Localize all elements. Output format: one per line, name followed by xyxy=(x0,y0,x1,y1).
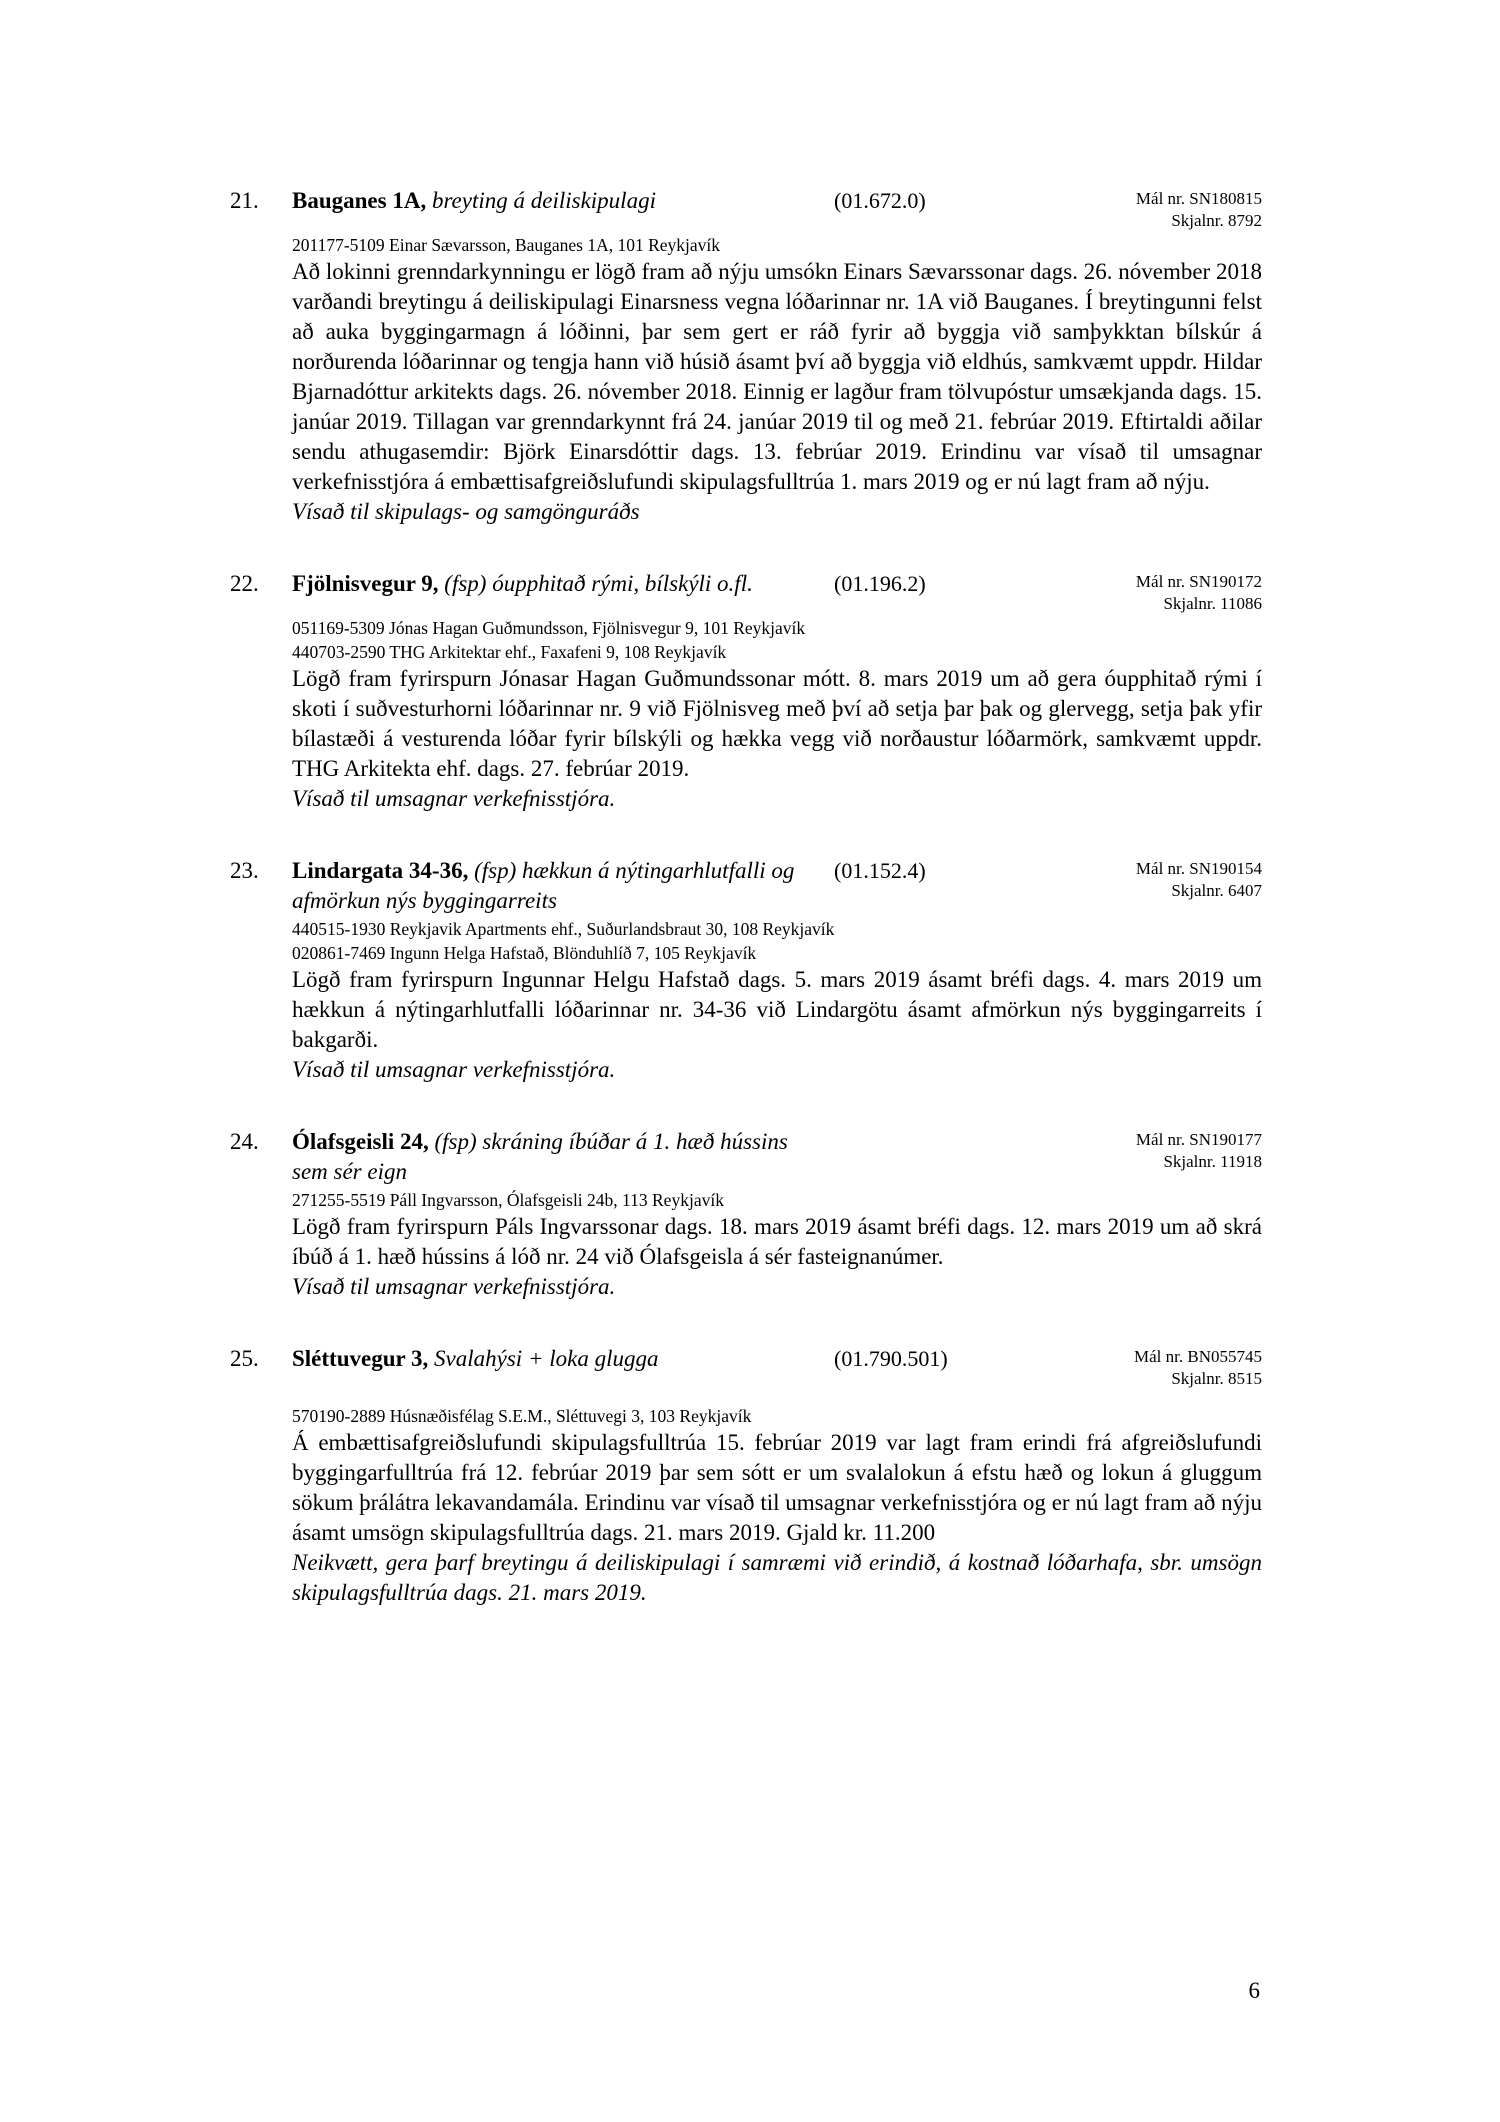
item-resolution: Vísað til umsagnar verkefnisstjóra. xyxy=(292,786,616,811)
skjal-nr: Skjalnr. 11918 xyxy=(1163,1152,1262,1171)
party-line: 440703-2590 THG Arkitektar ehf., Faxafeni 9, 108 Reykjavík xyxy=(292,642,727,662)
item-reference xyxy=(1002,856,1262,902)
case-code: (01.790.501) xyxy=(834,1346,948,1371)
item-title: Fjölnisvegur 9, xyxy=(292,571,439,596)
item-body: Lögð fram fyrirspurn Páls Ingvarssonar dags. 18. mars 2019 ásamt bréfi dags. 12. mars 2019 um að skrá íbúð á 1. hæð hússins á lóð nr. 24 við Ólafsgeisla á sér fasteignanúmer. xyxy=(292,1214,1262,1269)
item-title-block xyxy=(292,186,812,216)
item-resolution: Vísað til umsagnar verkefnisstjóra. xyxy=(292,1057,616,1082)
mal-nr: Mál nr. SN190172 xyxy=(1135,572,1262,591)
item-reference xyxy=(1002,1127,1262,1173)
item-body: Á embættisafgreiðslufundi skipulagsfulltrúa 15. febrúar 2019 var lagt fram erindi frá afgreiðslufundi byggingarfulltrúa frá 12. febrúar 2019 þar sem sótt er um svalalokun á efstu hæð og lokun á gluggum sökum þrálátra lekavandamála. Erindinu var vísað til umsagnar verkefnisstjóra og er nú lagt fram að nýju ásamt umsögn skipulagsfulltrúa dags. 21. mars 2019. Gjald kr. 11.200 xyxy=(292,1430,1262,1545)
agenda-item-22 xyxy=(230,569,1262,814)
party-line: 051169-5309 Jónas Hagan Guðmundsson, Fjölnisvegur 9, 101 Reykjavík xyxy=(292,618,806,638)
item-header xyxy=(230,569,1262,615)
item-header xyxy=(230,186,1262,232)
parties xyxy=(292,1404,1262,1428)
agenda-item-25 xyxy=(230,1344,1262,1608)
parties xyxy=(292,1188,1262,1212)
case-code: (01.196.2) xyxy=(834,571,926,596)
item-number: 24. xyxy=(230,1129,259,1154)
item-body: Að lokinni grenndarkynningu er lögð fram að nýju umsókn Einars Sævarssonar dags. 26. nóvember 2018 varðandi breytingu á deiliskipulagi Einarsness vegna lóðarinnar nr. 1A við Bauganes. Í breytingunni felst að auka byggingarmagn á lóðinni, þar sem gert er ráð fyrir að byggja við samþykktan bílskúr á norðurenda lóðarinnar og tengja hann við húsið ásamt því að byggja við eldhús, samkvæmt uppdr. Hildar Bjarnadóttur arkitekts dags. 26. nóvember 2018. Einnig er lagður fram tölvupóstur umsækjanda dags. 15. janúar 2019. Tillagan var grenndarkynnt frá 24. janúar 2019 til og með 21. febrúar 2019. Eftirtaldi aðilar sendu athugasemdir: Björk Einarsdóttir dags. 13. febrúar 2019. Erindinu var vísað til umsagnar verkefnisstjóra á embættisafgreiðslufundi skipulagsfulltrúa 1. mars 2019 og er nú lagt fram að nýju. xyxy=(292,259,1262,494)
item-reference xyxy=(1002,186,1262,232)
case-code: (01.672.0) xyxy=(834,188,926,213)
item-header xyxy=(230,856,1262,916)
item-body: Lögð fram fyrirspurn Ingunnar Helgu Hafstað dags. 5. mars 2019 ásamt bréfi dags. 4. mars 2019 um hækkun á nýtingarhlutfalli lóðarinnar nr. 34-36 við Lindargötu ásamt afmörkun nýs byggingarreits í bakgarði. xyxy=(292,967,1262,1052)
item-resolution: Neikvætt, gera þarf breytingu á deiliskipulagi í samræmi við erindið, á kostnað lóðarhafa, sbr. umsögn skipulagsfulltrúa dags. 21. mars 2019. xyxy=(292,1550,1262,1605)
item-resolution: Vísað til umsagnar verkefnisstjóra. xyxy=(292,1274,616,1299)
item-subtitle: (fsp) skráning íbúðar á 1. hæð hússins sem sér eign xyxy=(292,1129,788,1184)
item-header xyxy=(230,1127,1262,1187)
party-line: 570190-2889 Húsnæðisfélag S.E.M., Sléttuvegi 3, 103 Reykjavík xyxy=(292,1406,752,1426)
item-number: 22. xyxy=(230,571,259,596)
skjal-nr: Skjalnr. 8792 xyxy=(1171,211,1262,230)
skjal-nr: Skjalnr. 6407 xyxy=(1171,881,1262,900)
party-line: 201177-5109 Einar Sævarsson, Bauganes 1A, 101 Reykjavík xyxy=(292,235,721,255)
mal-nr: Mál nr. SN190154 xyxy=(1135,859,1262,878)
party-line: 271255-5519 Páll Ingvarsson, Ólafsgeisli 24b, 113 Reykjavík xyxy=(292,1190,724,1210)
item-title: Lindargata 34-36, xyxy=(292,858,469,883)
parties xyxy=(292,917,1262,965)
case-code: (01.152.4) xyxy=(834,858,926,883)
item-subtitle: breyting á deiliskipulagi xyxy=(431,188,656,213)
item-subtitle: Svalahýsi + loka glugga xyxy=(434,1346,659,1371)
agenda-item-21 xyxy=(230,186,1262,527)
page-number: 6 xyxy=(1248,1978,1260,2003)
agenda-item-23 xyxy=(230,856,1262,1085)
item-title-block xyxy=(292,1127,812,1187)
item-number: 23. xyxy=(230,858,259,883)
parties xyxy=(292,616,1262,664)
item-subtitle: (fsp) hækkun á nýtingarhlutfalli og afmörkun nýs byggingarreits xyxy=(292,858,795,913)
mal-nr: Mál nr. SN190177 xyxy=(1135,1130,1262,1149)
item-reference xyxy=(1002,569,1262,615)
mal-nr: Mál nr. BN055745 xyxy=(1134,1347,1262,1366)
mal-nr: Mál nr. SN180815 xyxy=(1135,189,1262,208)
item-resolution: Vísað til skipulags- og samgönguráðs xyxy=(292,499,640,524)
item-body: Lögð fram fyrirspurn Jónasar Hagan Guðmundssonar mótt. 8. mars 2019 um að gera óupphitað rými í skoti í suðvesturhorni lóðarinnar nr. 9 við Fjölnisveg með því að setja þar þak og glervegg, setja þak yfir bílastæði á vesturenda lóðar fyrir bílskýli og hækka vegg við norðaustur lóðarmörk, samkvæmt uppdr. THG Arkitekta ehf. dags. 27. febrúar 2019. xyxy=(292,666,1262,781)
item-title-block xyxy=(292,856,812,916)
item-title-block xyxy=(292,569,812,599)
parties xyxy=(292,233,1262,257)
party-line: 440515-1930 Reykjavik Apartments ehf., Suðurlandsbraut 30, 108 Reykjavík xyxy=(292,919,835,939)
item-title: Sléttuvegur 3, xyxy=(292,1346,429,1371)
skjal-nr: Skjalnr. 11086 xyxy=(1163,594,1262,613)
item-reference xyxy=(1002,1344,1262,1390)
item-number: 25. xyxy=(230,1346,259,1371)
item-title-block xyxy=(292,1344,812,1374)
item-number: 21. xyxy=(230,188,259,213)
item-title: Ólafsgeisli 24, xyxy=(292,1129,429,1154)
item-header xyxy=(230,1344,1262,1390)
page-content xyxy=(230,186,1262,1650)
item-subtitle: (fsp) óupphitað rými, bílskýli o.fl. xyxy=(444,571,753,596)
item-title: Bauganes 1A, xyxy=(292,188,427,213)
party-line: 020861-7469 Ingunn Helga Hafstað, Blönduhlíð 7, 105 Reykjavík xyxy=(292,943,757,963)
agenda-item-24 xyxy=(230,1127,1262,1302)
skjal-nr: Skjalnr. 8515 xyxy=(1171,1369,1262,1388)
